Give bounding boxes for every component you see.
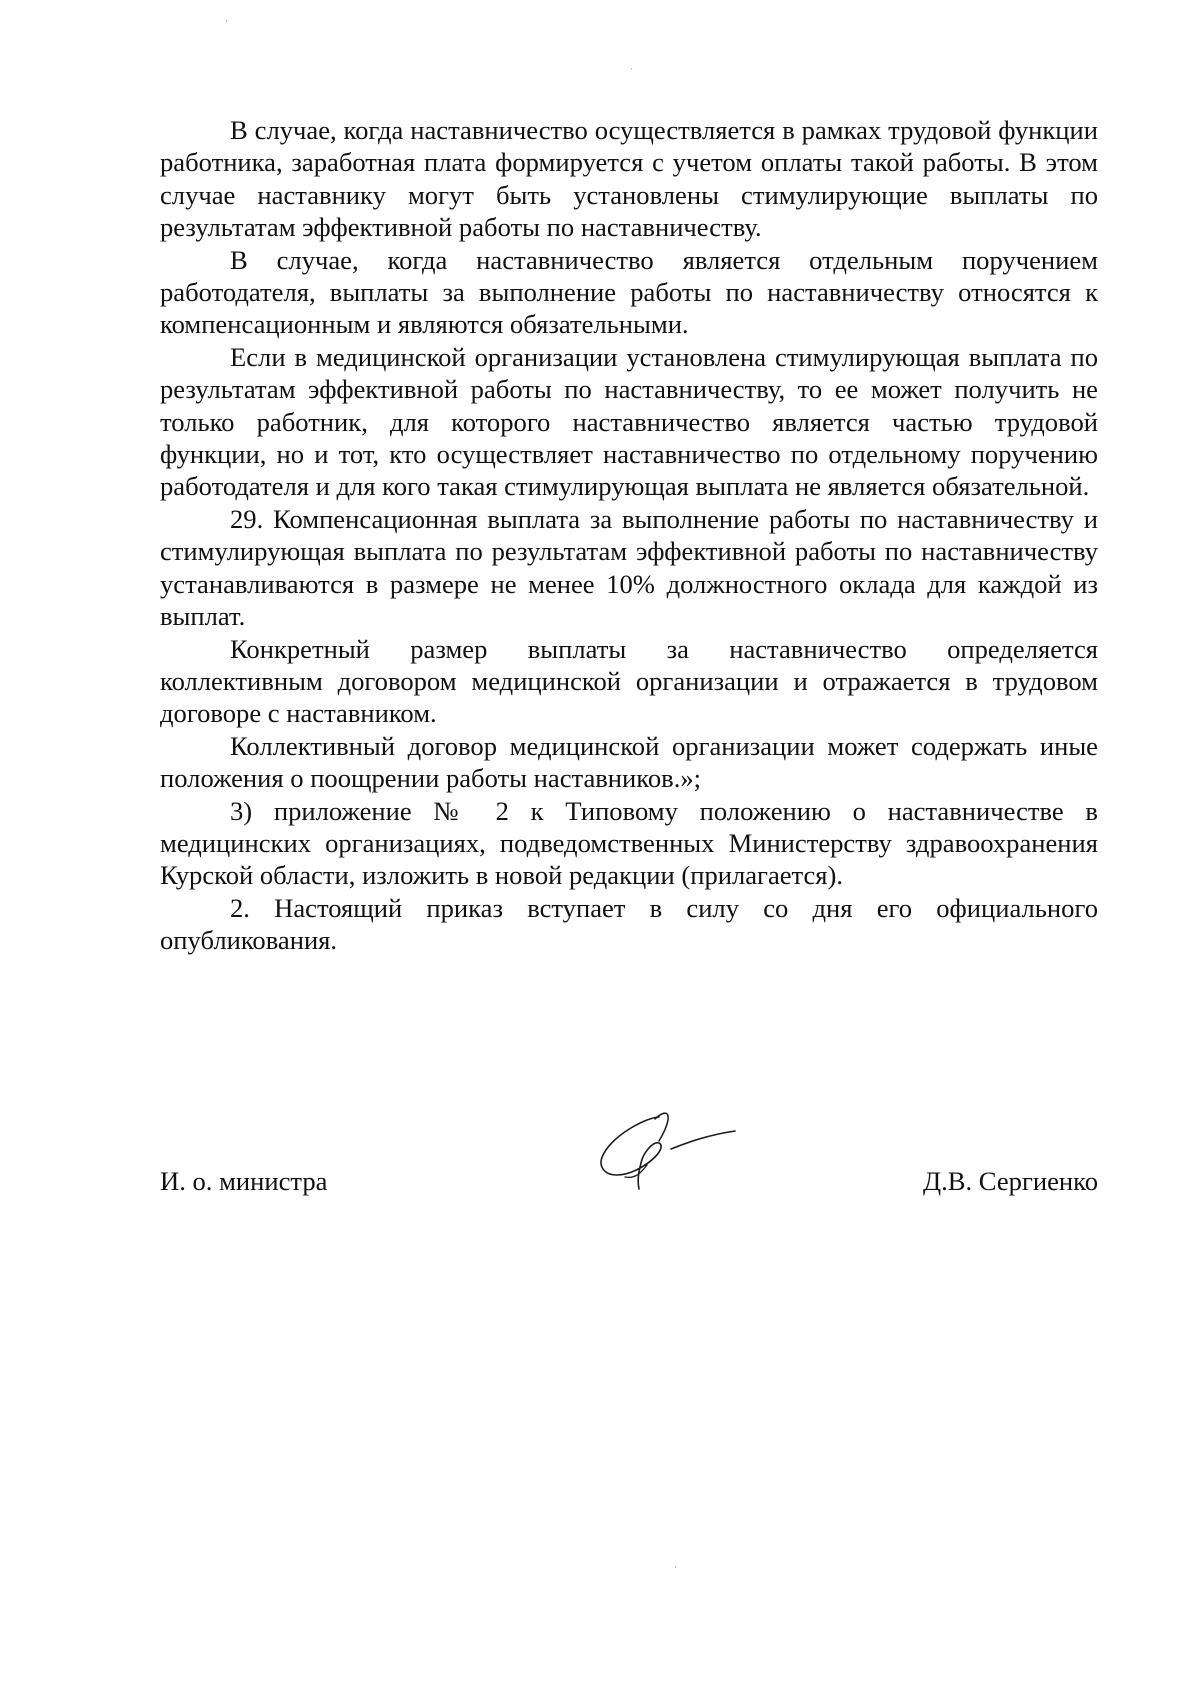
paragraph-entry-into-force: 2. Настоящий приказ вступает в силу со дня его официального опубликования.: [160, 892, 1098, 956]
signatory-role: И. о. министра: [160, 1166, 328, 1196]
paragraph-collective-agreement: Коллективный договор медицинской организации может содержать иные положения о поощрении работы наставников.»;: [160, 730, 1098, 794]
paragraph-payment-amount: Конкретный размер выплаты за наставничество определяется коллективным договором медицинской организации и отражается в трудовом договоре с наставником.: [160, 633, 1098, 729]
paragraph-incentive-payment: Если в медицинской организации установлена стимулирующая выплата по результатам эффективной работы по наставничеству, то ее может получить не только работник, для которого наставничество является частью трудовой функции, но и тот, кто осуществляет наставничество по отдельному поручению работодателя и для кого такая стимулирующая выплата не является обязательной.: [160, 341, 1098, 502]
document-body: [160, 114, 1098, 957]
paragraph-item-29: 29. Компенсационная выплата за выполнение работы по наставничеству и стимулирующая выплата по результатам эффективной работы по наставничеству устанавливаются в размере не менее 10% должностного оклада для каждой из выплат.: [160, 503, 1098, 632]
signatory-name: Д.В. Сергиенко: [922, 1166, 1098, 1196]
scan-speck: [226, 20, 227, 22]
paragraph-mentoring-separate-assignment: В случае, когда наставничество является отдельным поручением работодателя, выплаты за выполнение работы по наставничеству относятся к компенсационным и являются обязательными.: [160, 244, 1098, 340]
scan-speck: [631, 68, 632, 70]
handwritten-signature-icon: [595, 1103, 745, 1203]
paragraph-mentoring-within-labor-function: В случае, когда наставничество осуществляется в рамках трудовой функции работника, заработная плата формируется с учетом оплаты такой работы. В этом случае наставнику могут быть установлены стимулирующие выплаты по результатам эффективной работы по наставничеству.: [160, 115, 1098, 243]
paragraph-appendix-2: 3) приложение № 2 к Типовому положению о наставничестве в медицинских организациях, подведомственных Министерству здравоохранения Курской области, изложить в новой редакции (прилагается).: [160, 795, 1098, 891]
scan-speck: [675, 1566, 676, 1568]
